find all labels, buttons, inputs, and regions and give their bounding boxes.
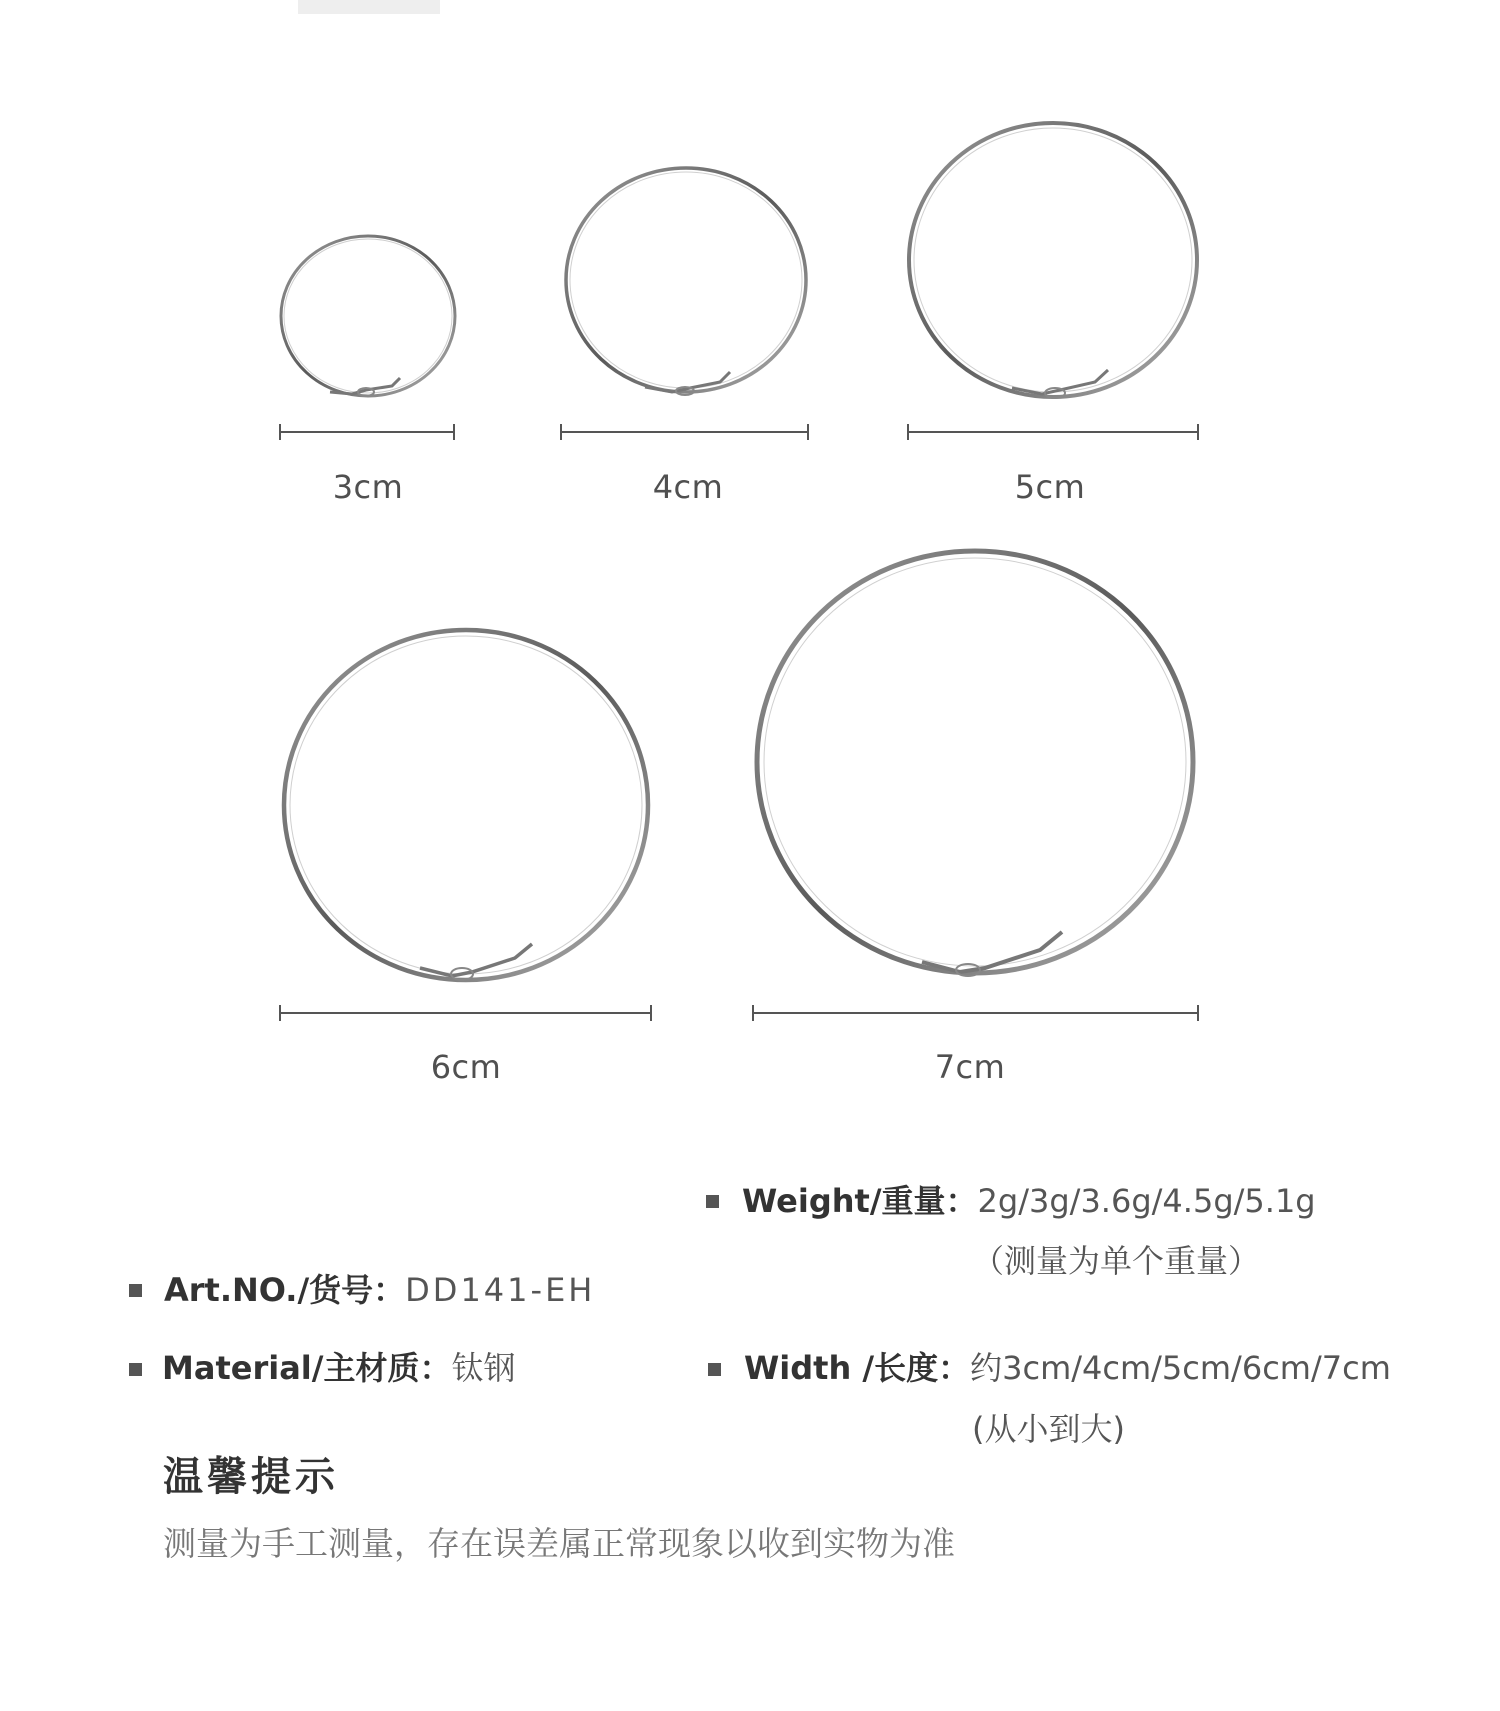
bullet-icon <box>129 1363 142 1376</box>
hoop-3cm <box>281 236 455 396</box>
hoop-6cm <box>284 630 648 980</box>
size-label-6cm: 6cm <box>430 1048 502 1086</box>
spec-weight-value: 2g/3g/3.6g/4.5g/5.1g <box>977 1182 1316 1220</box>
size-label-4cm: 4cm <box>652 468 724 506</box>
spec-material-key: Material/主材质 <box>162 1349 420 1387</box>
tip-title: 温馨提示 <box>163 1454 339 1500</box>
measure-line-4cm <box>561 424 808 440</box>
measure-line-6cm <box>280 1005 651 1021</box>
spec-art-no <box>164 1265 595 1311</box>
tip-text: 测量为手工测量，存在误差属正常现象以收到实物为准 <box>163 1524 955 1563</box>
measure-line-7cm <box>753 1005 1198 1021</box>
hoop-4cm <box>566 168 806 395</box>
spec-art-no-key: Art.NO./货号 <box>164 1271 374 1309</box>
spec-weight <box>742 1176 1316 1222</box>
spec-weight-sep: ： <box>945 1182 978 1220</box>
spec-weight-key: Weight/重量 <box>742 1182 946 1220</box>
size-label-7cm: 7cm <box>934 1048 1006 1086</box>
bullet-icon <box>708 1363 721 1376</box>
spec-width-note: (从小到大) <box>972 1410 1125 1448</box>
size-label-3cm: 3cm <box>332 468 404 506</box>
spec-material <box>162 1343 515 1389</box>
spec-width-sep: ： <box>938 1349 971 1387</box>
spec-material-sep: ： <box>419 1349 452 1387</box>
bullet-icon <box>129 1284 142 1297</box>
bullet-icon <box>706 1195 719 1208</box>
spec-width <box>744 1343 1391 1389</box>
spec-art-no-sep: ： <box>373 1271 406 1309</box>
spec-material-value: 钛钢 <box>451 1349 516 1387</box>
size-label-5cm: 5cm <box>1014 468 1086 506</box>
measure-line-3cm <box>280 424 454 440</box>
hoop-7cm <box>757 551 1193 976</box>
spec-art-no-value: DD141-EH <box>405 1271 596 1309</box>
spec-width-key: Width /长度 <box>744 1349 939 1387</box>
hoop-5cm <box>909 123 1197 398</box>
spec-width-value: 约3cm/4cm/5cm/6cm/7cm <box>970 1349 1391 1387</box>
measure-line-5cm <box>908 424 1198 440</box>
spec-weight-note: （测量为单个重量） <box>972 1242 1261 1280</box>
